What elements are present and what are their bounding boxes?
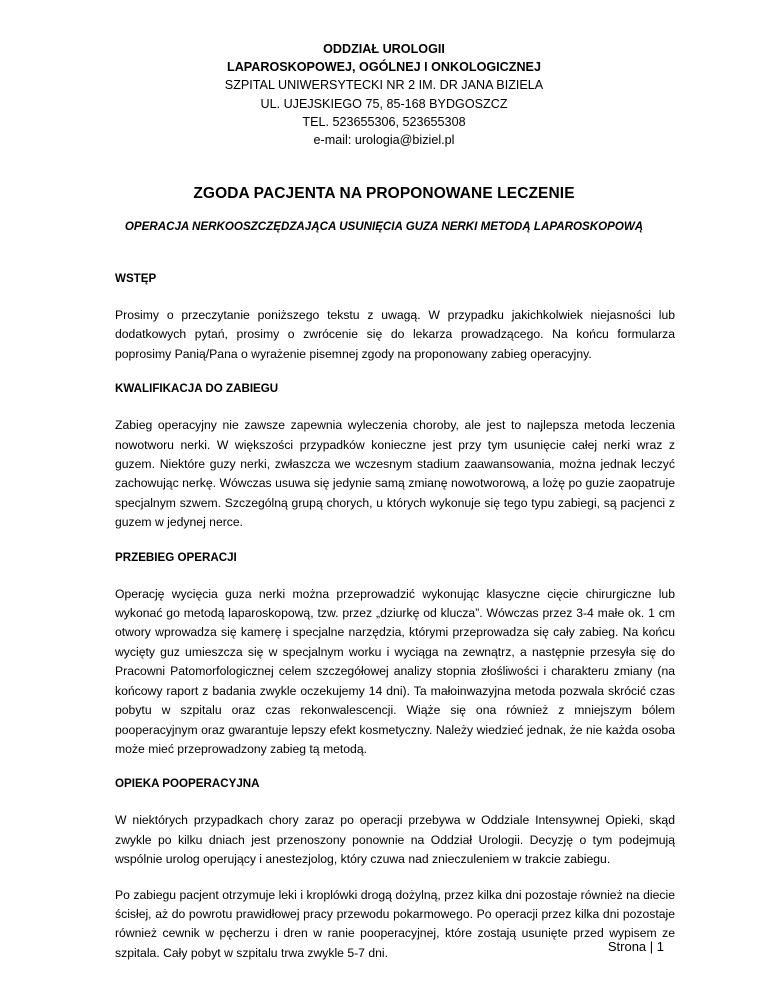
paragraph-procedure: Operację wycięcia guza nerki można przeprowadzić wykonując klasyczne cięcie chirurgiczne lub wykonać go metodą laparoskopową, tzw. przez „dziurkę od klucza”. Wówczas przez 3-4 małe ok. 1 cm otwory wprowadza się kamerę i specjalne narzędzia, którymi przeprowadza się cały zabieg. Na końcu wycięty guz umieszcza się w specjalnym worku i wyciąga na zewnątrz, a następnie przesyła się do Pracowni Patomorfologicznej celem szczegółowej analizy stopnia złośliwości i charakteru zmiany (na końcowy raport z badania zwykle oczekujemy 14 dni). Ta małoinwazyjna metoda pozwala skrócić czas pobytu w szpitalu oraz czas rekonwalescencji. Wiąże się ona również z mniejszym bólem pooperacyjnym oraz gwarantuje lepszy efekt kosmetyczny. Należy wiedzieć jednak, że nie każda osoba może mieć przeprowadzony zabieg tą metodą. [115,586,675,756]
hospital-name: SZPITAL UNIWERSYTECKI NR 2 IM. DR JANA BIZIELA [224,78,544,93]
hospital-address: UL. UJEJSKIEGO 75, 85-168 BYDGOSZCZ [260,96,508,111]
paragraph-intro: Prosimy o przeczytanie poniższego tekstu z uwagą. W przypadku jakichkolwiek niejasności lub dodatkowych pytań, prosimy o zwrócenie się do lekarza prowadzącego. Na końcu formularza poprosimy Panią/Pana o wyrażenie pisemnej zgody na proponowany zabieg operacyjny. [115,308,675,361]
hospital-email: e-mail: urologia@biziel.pl [313,133,455,148]
paragraph-postop-2: Po zabiegu pacjent otrzymuje leki i kroplówki drogą dożylną, przez kilka dni pozostaje również na diecie ścisłej, aż do powrotu prawidłowej pracy przewodu pokarmowego. Po operacji przez kilka dni pozostaje również cewnik w pęcherzu i dren w ranie pooperacyjnej, które zostają usunięte przed wypisem ze szpitala. Cały pobyt w szpitalu trwa zwykle 5-7 dni. [115,887,675,960]
section-heading-qualification: KWALIFIKACJA DO ZABIEGU [115,382,279,396]
section-heading-postop: OPIEKA POOPERACYJNA [115,777,260,791]
department-subname: LAPAROSKOPOWEJ, OGÓLNEJ I ONKOLOGICZNEJ [227,60,541,75]
letterhead [0,40,768,149]
document-body [115,270,675,979]
department-name: ODDZIAŁ UROLOGII [323,42,445,56]
document-title: ZGODA PACJENTA NA PROPONOWANE LECZENIE [193,185,575,202]
hospital-phone: TEL. 523655306, 523655308 [302,114,466,129]
section-heading-intro: WSTĘP [115,272,157,285]
paragraph-postop-1: W niektórych przypadkach chory zaraz po operacji przebywa w Oddziale Intensywnej Opieki, skąd zwykle po kilku dniach jest przenoszony ponownie na Oddział Urologii. Decyzję o tym podejmują wspólnie urolog operujący i anestezjolog, który czuwa nad znieczuleniem w trakcie zabiegu. [115,813,675,867]
paragraph-qualification: Zabieg operacyjny nie zawsze zapewnia wyleczenia choroby, ale jest to najlepsza metoda leczenia nowotworu nerki. W większości przypadków konieczne jest przy tym usunięcie całej nerki wraz z guzem. Niektóre guzy nerki, zwłaszcza we wczesnym stadium zaawansowania, można jednak leczyć zachowując nerkę. Wówczas usuwa się jedynie samą zmianę nowotworową, a lożę po guzie zaopatruje specjalnym szwem. Szczególną grupą chorych, u których wykonuje się tego typu zabiegi, są pacjenci z guzem w jedynej nerce. [115,418,675,530]
document-subtitle: OPERACJA NERKOOSZCZĘDZAJĄCA USUNIĘCIA GUZA NERKI METODĄ LAPAROSKOPOWĄ [124,220,644,233]
section-heading-procedure: PRZEBIEG OPERACJI [115,550,237,564]
page-number: Strona | 1 [607,939,664,954]
